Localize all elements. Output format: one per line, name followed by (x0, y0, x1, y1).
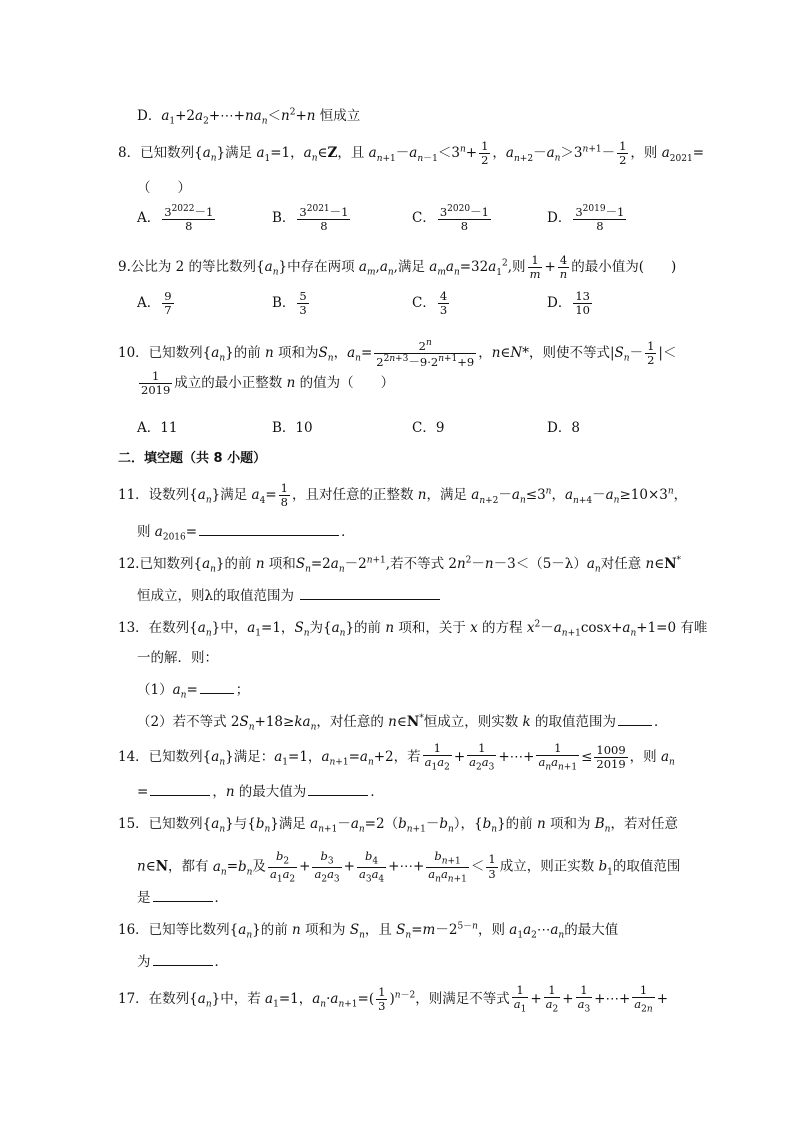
q9-option-a: A． $\frac{9}{7}$ (137, 289, 172, 318)
q14-line2: = ，n 的最大值为 ． (137, 784, 384, 800)
q15-line2: n∈N，都有 $a_n=b_n$及 $\frac{b_2}{a_1a_2}$ + $\frac{b_3}{a_2a_3}$ + $\frac{b_4}{a_3a_4}$ +⋯+ $\frac{b_{n+1}}{a_na_{n+1}}$ ＜ $\frac{1}{3}$ 成立，则正实数 $b_1$的取值范围 (137, 849, 681, 884)
q8-option-a: A． $\frac{3^{2022}-1}{8}$ (137, 204, 214, 234)
section-fill-in-title: 二．填空题（共 8 小题） (118, 451, 267, 466)
q15-line1: 15．已知数列$\{a_n\}$与$\{b_n\}$满足 $a_{n+1}-a_n=2(b_{n+1}-b_n)$，$\{b_n\}$的前 n 项和为 $B_n$，若对任意 (118, 816, 678, 835)
q9-option-b: B． $\frac{5}{3}$ (272, 289, 307, 318)
q10-option-c: C．9 (412, 420, 445, 436)
q10-stem-line2: $\frac{1}{2019}$ 成立的最小正整数 n 的值为（ ） (141, 369, 395, 398)
q8-option-b: B． $\frac{3^{2021}-1}{8}$ (272, 204, 349, 234)
q16-line2: 为 ． (137, 954, 228, 970)
q13-line2: 一的解．则： (137, 650, 218, 666)
q14-line1: 14．已知数列$\{a_n\}$满足：$a_1=1$，$a_{n+1}=a_n+2$，若 $\frac{1}{a_1a_2}$ + $\frac{1}{a_2a_3}$ +⋯+ $\frac{1}{a_na_{n+1}}$ ≤ $\frac{1009}{2019}$ ，则 $a_n$ (118, 741, 675, 773)
q9-stem: 9.公比为 2 的等比数列$\{a_n\}$中存在两项 $a_m,a_n$,满足 $a_ma_n=32a_1^2$,则 $\frac{1}{m}$ + $\frac{4}{n}$ 的最小值为( ) (118, 253, 677, 282)
q9-option-d: D． $\frac{13}{10}$ (547, 289, 590, 318)
q13-line1: 13．在数列$\{a_n\}$中，$a_1=1$，$S_n$为$\{a_n\}$的前 n 项和，关于 x 的方程 $x^2-a_{n+1}\cos x+a_n+1=0$ 有唯 (118, 619, 708, 639)
q17-line1: 17．在数列$\{a_n\}$中，若 $a_1=1$，$a_n\cdot a_{n+1}=$( $\frac{1}{3}$ )$^{n-2}$，则满足不等式 $\frac{1}{a_1}$ + $\frac{1}{a_2}$ + $\frac{1}{a_3}$ +⋯+ $\frac{1}{a_{2n}}$ + (118, 983, 668, 1015)
q8-paren: （ ） (137, 180, 191, 196)
q11-line2: 则 $a_{2016}=$ ． (137, 524, 355, 543)
q7-option-d: D．$a_1+2a_2+\cdots+na_n<n^2+n$ 恒成立 (137, 107, 361, 127)
q8-option-c: C． $\frac{3^{2020}-1}{8}$ (412, 204, 489, 234)
q9-option-c: C． $\frac{4}{3}$ (412, 289, 448, 318)
q12-line1: 12.已知数列$\{a_n\}$的前 n 项和$S_n=2a_n-2^{n+1}$,若不等式 $2n^2-n-3<(5-\lambda)a_n$对任意 n∈N* (118, 555, 682, 575)
q12-line2: 恒成立，则λ的取值范围为 (137, 584, 442, 604)
q13-part1: $(1)a_n=$ ； (137, 682, 250, 701)
q10-option-d: D．8 (547, 420, 580, 436)
q15-line3: 是 ． (137, 890, 228, 906)
q13-part2: （2）若不等式 $2S_n+18\ge ka_n$，对任意的 n∈N*恒成立，则实数 k 的取值范围为 ． (137, 713, 668, 733)
q8-option-d: D． $\frac{3^{2019}-1}{8}$ (547, 204, 625, 234)
q10-stem-line1: 10．已知数列$\{a_n\}$的前 n 项和为$S_n$，$a_n=$ $\frac{2^n}{2^{2n+3}-9\cdot 2^{n+1}+9}$ ，n∈N*，则使不等式$|S_n-$ $\frac{1}{2}$ |＜ (118, 338, 677, 369)
q10-option-b: B．10 (272, 420, 313, 436)
q8-stem: 8．已知数列$\{a_n\}$满足 $a_1=1$，$a_n\in Z$，且 $a_{n+1}-a_{n-1}<3^n+$ $\frac{1}{2}$ ，$a_{n+2}-a_n>3^{n+1}-$ $\frac{1}{2}$ ，则 $a_{2021}=$ (118, 139, 704, 168)
q10-option-a: A．11 (137, 420, 178, 436)
q16-line1: 16．已知等比数列$\{a_n\}$的前 n 项和为 $S_n$，且 $S_n=m-2^{5-n}$，则 $a_1a_2\cdots a_n$的最大值 (118, 921, 619, 941)
q11-line1: 11．设数列$\{a_n\}$满足 $a_4=$ $\frac{1}{8}$ ，且对任意的正整数 n，满足 $a_{n+2}-a_n\le 3^n$，$a_{n+4}-a_n\ge 10\times 3^n$， (118, 481, 688, 510)
